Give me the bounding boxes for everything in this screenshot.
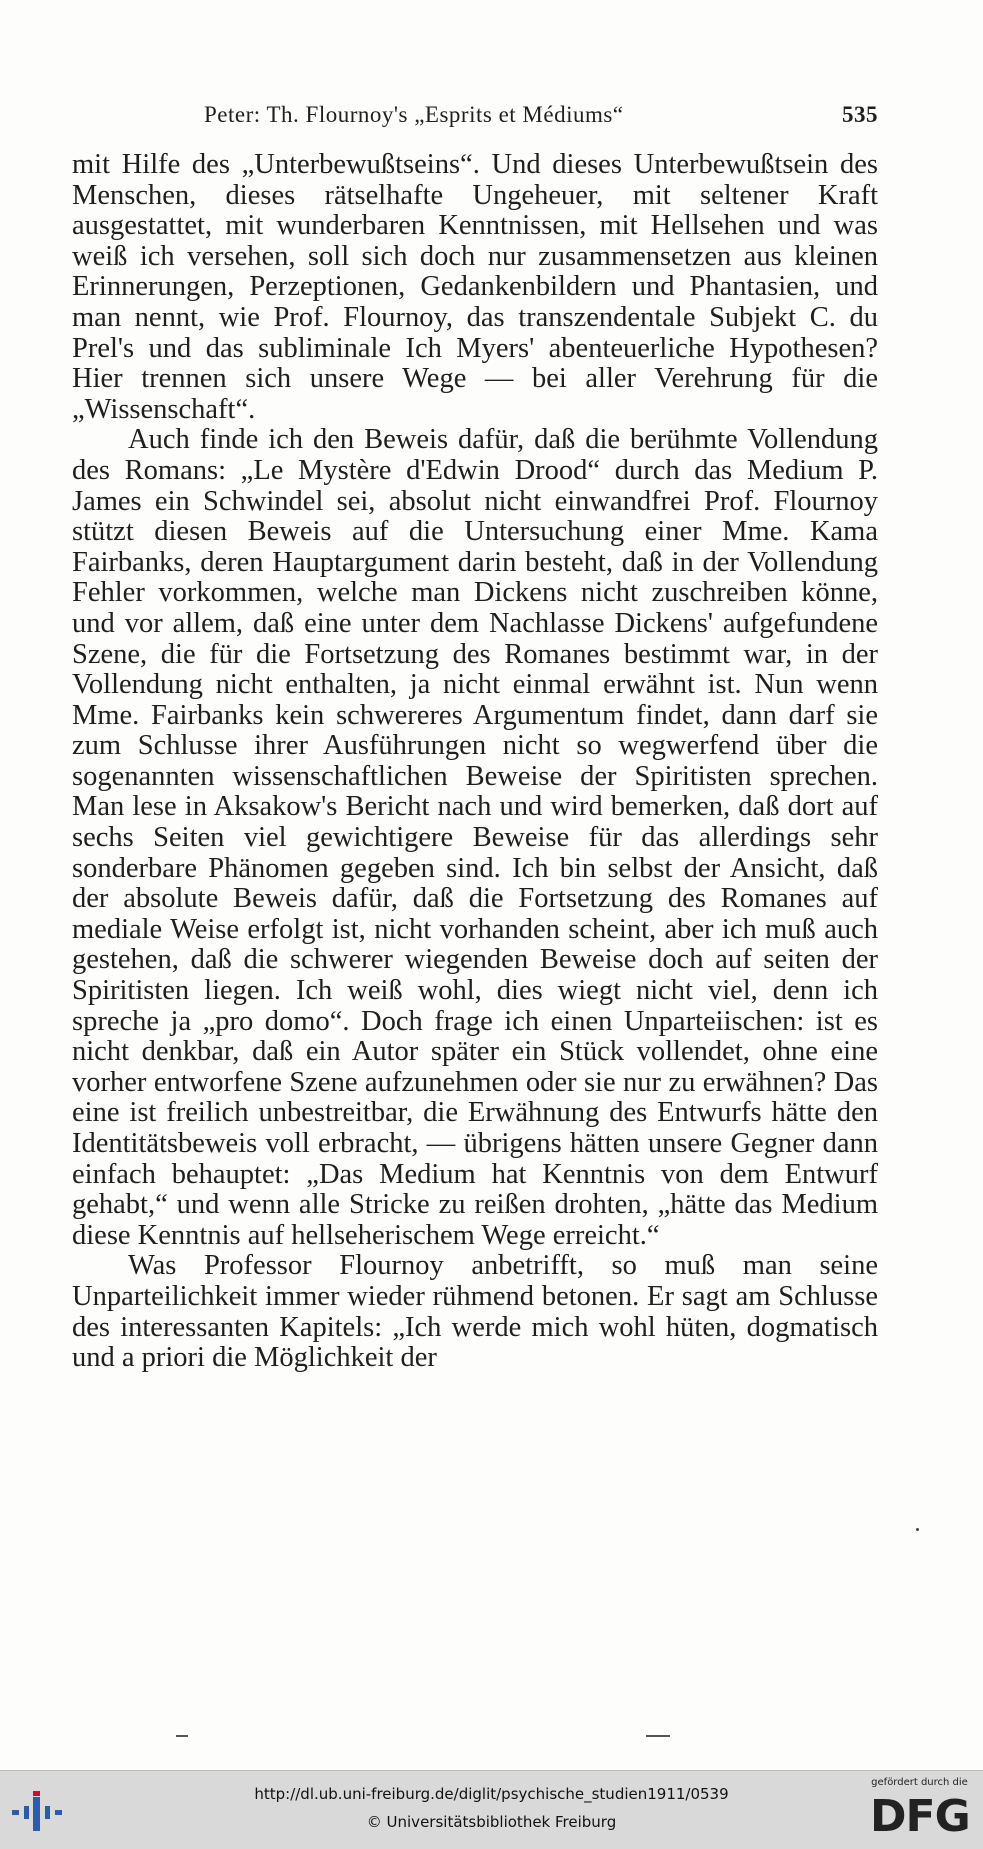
dfg-funding-logo (862, 1777, 977, 1845)
page-number: 535 (842, 102, 878, 127)
copyright-notice: © Universitätsbibliothek Freiburg (366, 1813, 617, 1831)
dfg-logo-text: DFG (870, 1791, 970, 1842)
margin-mark (916, 1528, 919, 1531)
viewer-footer-bar (0, 1770, 983, 1849)
paragraph-2: Auch finde ich den Beweis dafür, daß die berühmte Vollendung des Romans: „Le Mystère d'Edwin Drood“ durch das Medium P. James ein Schwindel sei, absolut nicht einwandfrei Prof. Flournoy stützt diesen Beweis auf die Untersuchung einer Mme. Kama Fairbanks, deren Hauptargument darin besteht, daß in der Vollendung Fehler vorkommen, welche man Dickens nicht zuschreiben könne, und vor allem, daß eine unter dem Nachlasse Dickens' aufgefundene Szene, die für die Fortsetzung des Romanes bestimmt war, in der Vollendung nicht enthalten, ja nicht einmal erwähnt ist. Nun wenn Mme. Fairbanks kein schwereres Argumentum findet, dann darf sie zum Schlusse ihrer Ausführungen nicht so wegwerfend über die sogenannten wissenschaftlichen Beweise der Spiritisten sprechen. Man lese in Aksakow's Bericht nach und wird bemerken, daß dort auf sechs Seiten viel gewichtigere Beweise für das allerdings sehr sonderbare Phänomen gegeben sind. Ich bin selbst der Ansicht, daß der absolute Beweis dafür, daß die Fortsetzung des Romanes auf mediale Weise erfolgt ist, nicht vorhanden scheint, aber ich muß auch gestehen, daß die schwerer wiegenden Beweise doch auf seiten der Spiritisten liegen. Ich weiß wohl, dies wiegt nicht viel, denn ich spreche ja „pro domo“. Doch frage ich einen Unparteiischen: ist es nicht denkbar, daß ein Autor später ein Stück vollendet, ohne eine vorher entworfene Szene aufzunehmen oder sie nur zu erwähnen? Das eine ist freilich unbestreitbar, die Erwähnung des Entwurfs hätte den Identitätsbeweis voll erbracht, — übrigens hätten unsere Gegner dann einfach behauptet: „Das Medium hat Kenntnis von dem Entwurf gehabt,“ und wenn alle Stricke zu reißen drohten, „hätte das Medium diese Kenntnis auf hellseherischem Wege erreicht.“ (72, 424, 878, 1251)
funding-note: gefördert durch die (871, 1777, 968, 1788)
body-text (72, 150, 878, 1374)
page-mark-right (646, 1735, 670, 1737)
running-header (72, 102, 878, 134)
paragraph-1: mit Hilfe des „Unterbewußtseins“. Und dieses Unterbewußtsein des Menschen, dieses rätselhafte Ungeheuer, mit seltener Kraft ausgestattet, mit wunderbaren Kenntnissen, mit Hellsehen und was weiß ich versehen, soll sich doch nur zusammensetzen aus kleinen Erinnerungen, Perzeptionen, Gedankenbildern und Phantasien, und man nennt, wie Prof. Flournoy, das transzendentale Subjekt C. du Prel's und das subliminale Ich Myers' abenteuerliche Hypothesen? Hier trennen sich unsere Wege — bei aller Verehrung für die „Wissenschaft“. (72, 149, 878, 425)
paragraph-3: Was Professor Flournoy anbetrifft, so muß man seine Unparteilichkeit immer wieder rühmend betonen. Er sagt am Schlusse des interessanten Kapitels: „Ich werde mich wohl hüten, dogmatisch und a priori die Möglichkeit der (72, 1250, 878, 1374)
running-title: Peter: Th. Flournoy's „Esprits et Médiums“ (204, 102, 624, 127)
page-mark-left (176, 1735, 188, 1737)
source-url: http://dl.ub.uni-freiburg.de/diglit/psychische_studien1911/0539 (254, 1785, 729, 1803)
